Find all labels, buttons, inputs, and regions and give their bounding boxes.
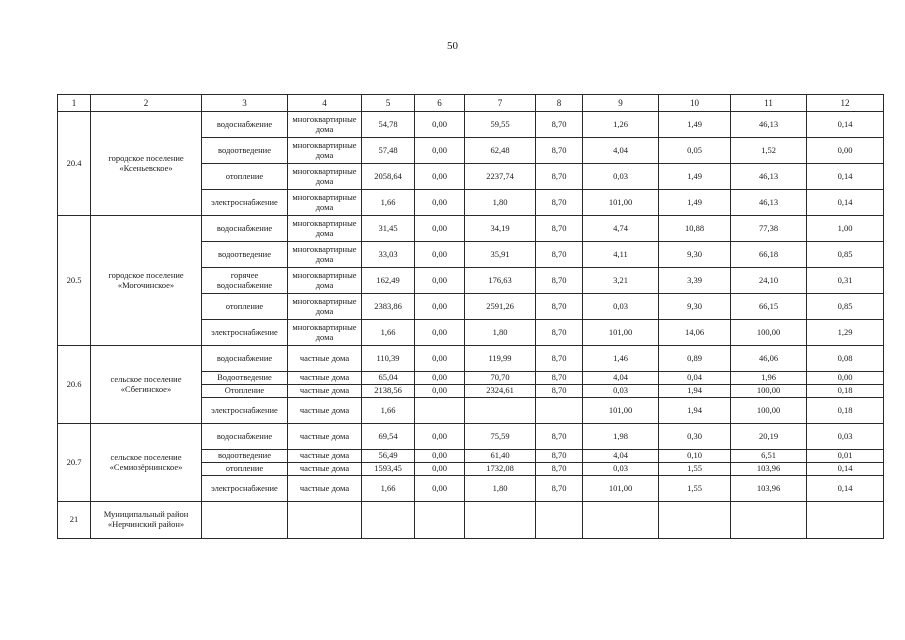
empty-cell [415, 502, 465, 539]
service-cell: электроснабжение [202, 190, 288, 216]
value-cell: 8,70 [536, 346, 583, 372]
value-cell: 0,05 [659, 138, 731, 164]
service-cell: электроснабжение [202, 398, 288, 424]
value-cell: 1,52 [731, 138, 807, 164]
value-cell: 4,11 [583, 242, 659, 268]
value-cell: 101,00 [583, 476, 659, 502]
value-cell: 31,45 [362, 216, 415, 242]
value-cell: 101,00 [583, 190, 659, 216]
value-cell: 8,70 [536, 385, 583, 398]
housing-type-cell: многоквартирные дома [288, 164, 362, 190]
group-number: 20.6 [58, 346, 91, 424]
value-cell: 1,80 [465, 190, 536, 216]
value-cell: 2591,26 [465, 294, 536, 320]
value-cell: 62,48 [465, 138, 536, 164]
value-cell: 0,85 [807, 242, 884, 268]
housing-type-cell: многоквартирные дома [288, 190, 362, 216]
service-cell: Водоотведение [202, 372, 288, 385]
value-cell: 33,03 [362, 242, 415, 268]
value-cell: 1,49 [659, 112, 731, 138]
housing-type-cell: частные дома [288, 463, 362, 476]
value-cell: 0,00 [415, 346, 465, 372]
value-cell: 103,96 [731, 476, 807, 502]
value-cell: 0,14 [807, 112, 884, 138]
value-cell: 8,70 [536, 268, 583, 294]
value-cell: 100,00 [731, 398, 807, 424]
value-cell: 8,70 [536, 164, 583, 190]
col-header: 9 [583, 95, 659, 112]
value-cell: 0,00 [415, 112, 465, 138]
value-cell: 0,10 [659, 450, 731, 463]
housing-type-cell: многоквартирные дома [288, 138, 362, 164]
service-cell: водоснабжение [202, 112, 288, 138]
housing-type-cell: частные дома [288, 372, 362, 385]
housing-type-cell: частные дома [288, 450, 362, 463]
col-header: 11 [731, 95, 807, 112]
value-cell: 6,51 [731, 450, 807, 463]
value-cell: 3,39 [659, 268, 731, 294]
col-header: 5 [362, 95, 415, 112]
housing-type-cell: многоквартирные дома [288, 216, 362, 242]
value-cell: 8,70 [536, 216, 583, 242]
housing-type-cell: частные дома [288, 424, 362, 450]
group-number: 20.5 [58, 216, 91, 346]
empty-cell [202, 502, 288, 539]
housing-type-cell: многоквартирные дома [288, 242, 362, 268]
service-cell: отопление [202, 164, 288, 190]
service-cell: водоснабжение [202, 216, 288, 242]
empty-cell [807, 502, 884, 539]
service-cell: электроснабжение [202, 476, 288, 502]
value-cell: 0,00 [415, 216, 465, 242]
value-cell: 0,00 [807, 372, 884, 385]
value-cell: 0,31 [807, 268, 884, 294]
value-cell: 8,70 [536, 320, 583, 346]
value-cell: 2237,74 [465, 164, 536, 190]
value-cell: 1,46 [583, 346, 659, 372]
value-cell: 4,74 [583, 216, 659, 242]
value-cell: 1,55 [659, 463, 731, 476]
value-cell: 101,00 [583, 398, 659, 424]
value-cell: 70,70 [465, 372, 536, 385]
value-cell: 1,96 [731, 372, 807, 385]
col-header: 6 [415, 95, 465, 112]
value-cell: 56,49 [362, 450, 415, 463]
value-cell: 8,70 [536, 476, 583, 502]
col-header: 10 [659, 95, 731, 112]
table-row [58, 346, 884, 372]
value-cell: 0,03 [583, 385, 659, 398]
value-cell: 0,14 [807, 190, 884, 216]
value-cell: 0,04 [659, 372, 731, 385]
value-cell: 8,70 [536, 242, 583, 268]
value-cell: 101,00 [583, 320, 659, 346]
value-cell: 1,26 [583, 112, 659, 138]
value-cell: 66,15 [731, 294, 807, 320]
empty-cell [362, 502, 415, 539]
settlement-name: городское поселение «Ксеньевское» [91, 112, 202, 216]
value-cell: 20,19 [731, 424, 807, 450]
value-cell: 35,91 [465, 242, 536, 268]
empty-cell [288, 502, 362, 539]
table-row [58, 112, 884, 138]
empty-cell [465, 502, 536, 539]
value-cell: 2058,64 [362, 164, 415, 190]
value-cell: 14,06 [659, 320, 731, 346]
value-cell: 66,18 [731, 242, 807, 268]
value-cell: 0,00 [807, 138, 884, 164]
service-cell: водоотведение [202, 450, 288, 463]
settlement-name: сельское поселение «Сбегинское» [91, 346, 202, 424]
value-cell: 2383,86 [362, 294, 415, 320]
value-cell: 0,00 [415, 164, 465, 190]
group-number: 20.4 [58, 112, 91, 216]
col-header: 8 [536, 95, 583, 112]
housing-type-cell: многоквартирные дома [288, 320, 362, 346]
value-cell: 2138,56 [362, 385, 415, 398]
value-cell: 46,13 [731, 112, 807, 138]
value-cell [465, 398, 536, 424]
value-cell: 0,00 [415, 268, 465, 294]
housing-type-cell: частные дома [288, 346, 362, 372]
value-cell: 9,30 [659, 294, 731, 320]
value-cell: 61,40 [465, 450, 536, 463]
value-cell: 8,70 [536, 138, 583, 164]
service-cell: водоснабжение [202, 424, 288, 450]
value-cell: 0,03 [583, 294, 659, 320]
value-cell: 1593,45 [362, 463, 415, 476]
value-cell [536, 398, 583, 424]
service-cell: электроснабжение [202, 320, 288, 346]
col-header: 7 [465, 95, 536, 112]
service-cell: водоотведение [202, 242, 288, 268]
value-cell: 0,08 [807, 346, 884, 372]
value-cell: 9,30 [659, 242, 731, 268]
value-cell: 0,03 [583, 164, 659, 190]
value-cell: 1,98 [583, 424, 659, 450]
value-cell: 0,03 [807, 424, 884, 450]
value-cell: 75,59 [465, 424, 536, 450]
housing-type-cell: частные дома [288, 385, 362, 398]
col-header: 3 [202, 95, 288, 112]
value-cell: 46,06 [731, 346, 807, 372]
value-cell: 0,01 [807, 450, 884, 463]
value-cell: 24,10 [731, 268, 807, 294]
value-cell: 1,80 [465, 320, 536, 346]
empty-cell [536, 502, 583, 539]
empty-cell [731, 502, 807, 539]
value-cell: 4,04 [583, 372, 659, 385]
group-number: 20.7 [58, 424, 91, 502]
value-cell: 0,18 [807, 385, 884, 398]
value-cell: 4,04 [583, 450, 659, 463]
header-row [58, 95, 884, 112]
tariff-table [57, 94, 884, 539]
service-cell: отопление [202, 463, 288, 476]
value-cell: 4,04 [583, 138, 659, 164]
service-cell: Отопление [202, 385, 288, 398]
value-cell: 0,03 [583, 463, 659, 476]
value-cell: 8,70 [536, 372, 583, 385]
value-cell [415, 398, 465, 424]
col-header: 1 [58, 95, 91, 112]
value-cell: 103,96 [731, 463, 807, 476]
table-row [58, 502, 884, 539]
value-cell: 0,30 [659, 424, 731, 450]
value-cell: 176,63 [465, 268, 536, 294]
value-cell: 0,00 [415, 190, 465, 216]
service-cell: горячее водоснабжение [202, 268, 288, 294]
empty-cell [659, 502, 731, 539]
page-number: 50 [447, 40, 458, 52]
value-cell: 59,55 [465, 112, 536, 138]
district-name: Муниципальный район «Нерчинский район» [91, 502, 202, 539]
value-cell: 0,14 [807, 164, 884, 190]
value-cell: 8,70 [536, 112, 583, 138]
service-cell: водоотведение [202, 138, 288, 164]
group-number: 21 [58, 502, 91, 539]
value-cell: 0,00 [415, 372, 465, 385]
value-cell: 1,00 [807, 216, 884, 242]
value-cell: 0,00 [415, 424, 465, 450]
value-cell: 0,00 [415, 242, 465, 268]
value-cell: 0,00 [415, 476, 465, 502]
housing-type-cell: частные дома [288, 476, 362, 502]
table-row [58, 216, 884, 242]
value-cell: 57,48 [362, 138, 415, 164]
settlement-name: городское поселение «Могочинское» [91, 216, 202, 346]
value-cell: 34,19 [465, 216, 536, 242]
value-cell: 0,00 [415, 294, 465, 320]
value-cell: 1,94 [659, 385, 731, 398]
value-cell: 1,49 [659, 190, 731, 216]
value-cell: 0,85 [807, 294, 884, 320]
value-cell: 0,18 [807, 398, 884, 424]
empty-cell [583, 502, 659, 539]
value-cell: 1,66 [362, 190, 415, 216]
col-header: 2 [91, 95, 202, 112]
value-cell: 0,00 [415, 463, 465, 476]
service-cell: водоснабжение [202, 346, 288, 372]
value-cell: 8,70 [536, 463, 583, 476]
value-cell: 1,55 [659, 476, 731, 502]
value-cell: 65,04 [362, 372, 415, 385]
value-cell: 110,39 [362, 346, 415, 372]
housing-type-cell: многоквартирные дома [288, 268, 362, 294]
value-cell: 77,38 [731, 216, 807, 242]
value-cell: 8,70 [536, 190, 583, 216]
value-cell: 0,14 [807, 463, 884, 476]
value-cell: 162,49 [362, 268, 415, 294]
value-cell: 100,00 [731, 385, 807, 398]
value-cell: 0,00 [415, 385, 465, 398]
value-cell: 119,99 [465, 346, 536, 372]
value-cell: 0,00 [415, 450, 465, 463]
value-cell: 1,66 [362, 398, 415, 424]
value-cell: 8,70 [536, 450, 583, 463]
service-cell: отопление [202, 294, 288, 320]
value-cell: 2324,61 [465, 385, 536, 398]
value-cell: 1732,08 [465, 463, 536, 476]
value-cell: 1,66 [362, 320, 415, 346]
housing-type-cell: многоквартирные дома [288, 294, 362, 320]
value-cell: 46,13 [731, 164, 807, 190]
value-cell: 10,88 [659, 216, 731, 242]
value-cell: 8,70 [536, 424, 583, 450]
housing-type-cell: многоквартирные дома [288, 112, 362, 138]
value-cell: 0,00 [415, 138, 465, 164]
value-cell: 46,13 [731, 190, 807, 216]
value-cell: 0,00 [415, 320, 465, 346]
col-header: 4 [288, 95, 362, 112]
value-cell: 1,49 [659, 164, 731, 190]
value-cell: 1,80 [465, 476, 536, 502]
value-cell: 69,54 [362, 424, 415, 450]
col-header: 12 [807, 95, 884, 112]
value-cell: 100,00 [731, 320, 807, 346]
value-cell: 54,78 [362, 112, 415, 138]
table-row [58, 424, 884, 450]
housing-type-cell: частные дома [288, 398, 362, 424]
value-cell: 1,94 [659, 398, 731, 424]
value-cell: 8,70 [536, 294, 583, 320]
settlement-name: сельское поселение «Семиозёрнинское» [91, 424, 202, 502]
value-cell: 1,66 [362, 476, 415, 502]
value-cell: 3,21 [583, 268, 659, 294]
value-cell: 0,89 [659, 346, 731, 372]
value-cell: 1,29 [807, 320, 884, 346]
value-cell: 0,14 [807, 476, 884, 502]
